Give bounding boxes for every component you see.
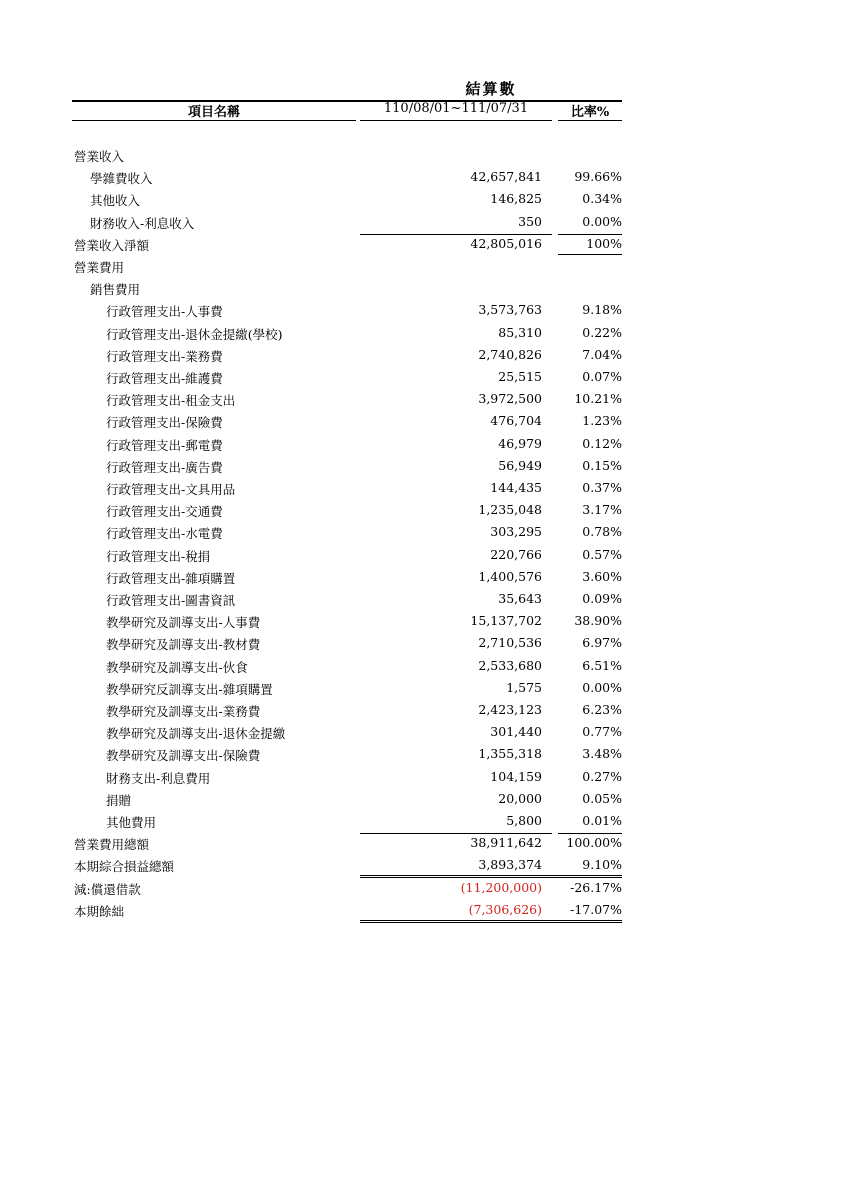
line-item-label: 減:償還借款 (74, 881, 141, 897)
line-item-label: 行政管理支出-水電費 (106, 526, 223, 542)
statement-row (0, 899, 848, 921)
ratio-cell: 0.00% (582, 213, 622, 229)
ratio-cell: 0.78% (582, 524, 622, 540)
line-item-label: 其他費用 (106, 815, 157, 830)
amount-cell: 2,710,536 (478, 635, 542, 651)
ratio-cell: 0.34% (582, 191, 622, 207)
ratio-cell: 0.15% (582, 457, 622, 473)
ratio-cell: 3.48% (582, 746, 622, 762)
statement-row (0, 766, 848, 788)
header-underline-ratio (558, 120, 622, 121)
ratio-cell: 6.51% (582, 657, 622, 673)
amount-cell: 42,657,841 (470, 169, 542, 185)
statement-row (0, 277, 848, 299)
ratio-cell: 38.90% (574, 613, 622, 629)
line-item-label: 行政管理支出-廣告費 (106, 459, 223, 475)
header-underline-period (360, 120, 552, 121)
amount-cell: 1,575 (506, 679, 542, 695)
amount-cell: 15,137,702 (470, 613, 542, 629)
line-item-label: 行政管理支出-交通費 (106, 504, 223, 520)
ratio-cell: 1.23% (582, 413, 622, 429)
statement-row (0, 677, 848, 699)
amount-cell: 3,893,374 (478, 857, 542, 873)
line-item-label: 財務支出-利息費用 (106, 770, 211, 786)
total-expense-ratio-top-rule (558, 833, 622, 834)
line-item-label: 教學研究及訓導支出-人事費 (106, 615, 261, 631)
statement-row (0, 610, 848, 632)
amount-cell: 38,911,642 (470, 835, 542, 851)
ratio-cell: 3.60% (582, 568, 622, 584)
net-revenue-top-rule (360, 234, 552, 235)
amount-cell: 5,800 (506, 813, 542, 828)
statement-row (0, 832, 848, 854)
statement-row (0, 188, 848, 210)
line-item-label: 行政管理支出-退休金提繳(學校) (106, 326, 283, 342)
amount-cell: 2,423,123 (478, 702, 542, 717)
line-item-label: 教學研究及訓導支出-業務費 (106, 704, 261, 719)
amount-cell: 1,355,318 (478, 746, 542, 762)
line-item-label: 營業費用總額 (74, 837, 150, 853)
amount-cell: 104,159 (490, 768, 542, 784)
statement-row (0, 544, 848, 566)
amount-cell: 85,310 (498, 324, 542, 340)
amount-cell: 2,740,826 (478, 346, 542, 362)
column-header-period: 110/08/01~111/07/31 (383, 101, 529, 116)
amount-cell: 146,825 (490, 191, 542, 207)
line-item-label: 教學研究及訓導支出-保險費 (106, 748, 261, 764)
ratio-cell: 0.57% (582, 546, 622, 562)
amount-cell: (11,200,000) (460, 879, 542, 895)
ratio-cell: -17.07% (570, 901, 622, 917)
statement-row (0, 255, 848, 277)
ratio-cell: 99.66% (574, 169, 622, 185)
ratio-cell: 0.77% (582, 724, 622, 740)
net-revenue-label: 營業收入淨額 (74, 237, 150, 253)
expense-heading-label: 營業費用 (74, 260, 125, 275)
header-underline-item (72, 120, 356, 121)
line-item-label: 行政管理支出-雜項購置 (106, 570, 236, 586)
statement-row (0, 366, 848, 388)
selling-expense-heading-label: 銷售費用 (90, 282, 141, 298)
statement-row (0, 655, 848, 677)
amount-cell: (7,306,626) (468, 901, 542, 917)
ratio-cell: 0.01% (582, 813, 622, 828)
statement-row (0, 877, 848, 899)
amount-cell: 46,979 (498, 435, 542, 451)
line-item-label: 本期綜合損益總額 (74, 859, 175, 875)
statement-row (0, 743, 848, 765)
net-surplus-double-rule (360, 920, 622, 923)
amount-cell: 42,805,016 (470, 235, 542, 251)
line-item-label: 行政管理支出-保險費 (106, 415, 223, 431)
interest-revenue-label: 財務收入-利息收入 (90, 215, 195, 231)
statement-row (0, 810, 848, 832)
statement-row (0, 854, 848, 876)
statement-row (0, 721, 848, 743)
line-item-label: 本期餘絀 (74, 903, 125, 919)
line-item-label: 行政管理支出-人事費 (106, 304, 223, 320)
statement-row (0, 521, 848, 543)
comprehensive-income-double-rule (360, 875, 622, 878)
line-item-label: 行政管理支出-圖書資訊 (106, 593, 236, 608)
statement-row (0, 344, 848, 366)
statement-row (0, 233, 848, 255)
ratio-cell: 100.00% (566, 835, 622, 851)
line-item-label: 教學研究及訓導支出-教材費 (106, 637, 261, 653)
tuition-revenue-label: 學雜費收入 (90, 171, 153, 187)
statement-row (0, 144, 848, 166)
amount-cell: 303,295 (490, 524, 542, 540)
amount-cell: 1,235,048 (478, 502, 542, 518)
total-expense-top-rule (360, 833, 552, 834)
ratio-cell: 0.07% (582, 369, 622, 384)
other-revenue-label: 其他收入 (90, 193, 141, 209)
statement-row (0, 388, 848, 410)
statement-row (0, 499, 848, 521)
ratio-cell: 9.10% (582, 857, 622, 873)
net-revenue-ratio-top-rule (558, 234, 622, 235)
amount-cell: 476,704 (490, 413, 542, 429)
line-item-label: 教學研究及訓導支出-退休金提繳 (106, 726, 286, 742)
ratio-cell: -26.17% (570, 879, 622, 895)
line-item-label: 行政管理支出-租金支出 (106, 393, 236, 409)
ratio-cell: 0.09% (582, 591, 622, 606)
ratio-cell: 100% (586, 235, 622, 251)
statement-row (0, 211, 848, 233)
revenue-heading-label: 營業收入 (74, 149, 125, 164)
amount-cell: 1,400,576 (478, 568, 542, 584)
line-item-label: 行政管理支出-文具用品 (106, 482, 236, 497)
statement-row (0, 788, 848, 810)
ratio-cell: 9.18% (582, 302, 622, 318)
ratio-cell: 6.97% (582, 635, 622, 651)
line-item-label: 行政管理支出-稅捐 (106, 548, 211, 564)
ratio-cell: 0.27% (582, 768, 622, 784)
line-item-label: 行政管理支出-業務費 (106, 348, 223, 364)
statement-row (0, 699, 848, 721)
line-item-label: 行政管理支出-郵電費 (106, 437, 223, 453)
ratio-cell: 7.04% (582, 346, 622, 362)
amount-cell: 2,533,680 (478, 657, 542, 673)
statement-row (0, 410, 848, 432)
statement-row (0, 322, 848, 344)
ratio-cell: 0.00% (582, 679, 622, 695)
line-item-label: 捐贈 (106, 792, 132, 808)
amount-cell: 144,435 (490, 480, 542, 495)
statement-row (0, 566, 848, 588)
amount-cell: 220,766 (490, 546, 542, 562)
amount-cell: 20,000 (498, 790, 542, 806)
ratio-cell: 10.21% (574, 391, 622, 407)
line-item-label: 教學研究及訓導支出-伙食 (106, 659, 248, 675)
statement-row (0, 588, 848, 610)
ratio-cell: 0.05% (582, 790, 622, 806)
statement-row (0, 166, 848, 188)
ratio-cell: 0.12% (582, 435, 622, 451)
amount-cell: 35,643 (498, 591, 542, 606)
ratio-cell: 0.37% (582, 480, 622, 495)
amount-cell: 56,949 (498, 457, 542, 473)
statement-row (0, 433, 848, 455)
amount-cell: 350 (518, 213, 542, 229)
statement-row (0, 299, 848, 321)
ratio-cell: 6.23% (582, 702, 622, 717)
amount-cell: 3,972,500 (478, 391, 542, 407)
amount-cell: 3,573,763 (478, 302, 542, 318)
settlement-group-title: 結算數 (465, 80, 517, 98)
column-header-ratio: 比率% (570, 105, 610, 120)
amount-cell: 25,515 (498, 369, 542, 384)
line-item-label: 行政管理支出-維護費 (106, 371, 223, 386)
net-revenue-ratio-bottom-rule (558, 254, 622, 255)
statement-row (0, 477, 848, 499)
column-header-item: 項目名稱 (187, 105, 240, 120)
line-item-label: 教學研究反訓導支出-雜項購置 (106, 681, 273, 697)
statement-row (0, 455, 848, 477)
ratio-cell: 0.22% (582, 324, 622, 340)
amount-cell: 301,440 (490, 724, 542, 740)
ratio-cell: 3.17% (582, 502, 622, 518)
statement-row (0, 632, 848, 654)
